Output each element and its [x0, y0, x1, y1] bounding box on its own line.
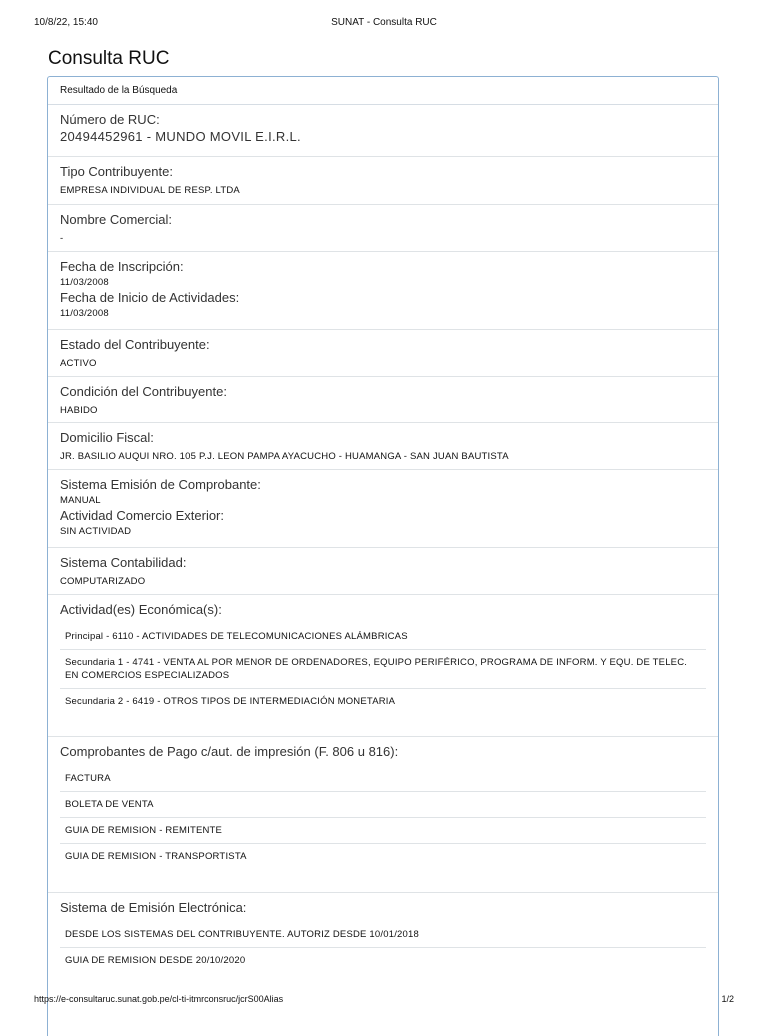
- list-item: Secundaria 2 - 6419 - OTROS TIPOS DE INTERMEDIACIÓN MONETARIA: [65, 696, 396, 707]
- comercio-value: SIN ACTIVIDAD: [60, 526, 132, 537]
- actividades-list: [60, 624, 706, 714]
- list-item: Secundaria 1 - 4741 - VENTA AL POR MENOR DE ORDENADORES, EQUIPO PERIFÉRICO, PROGRAMA DE INFORM. Y EQU. DE TELEC. EN COMERCIOS ESPECIALIZADOS: [60, 650, 706, 689]
- contabilidad-label: Sistema Contabilidad:: [60, 555, 187, 570]
- sistema-row: [48, 470, 718, 548]
- electronica-row: [48, 893, 718, 1003]
- nombre-label: Nombre Comercial:: [60, 212, 172, 227]
- print-title: SUNAT - Consulta RUC: [331, 17, 437, 28]
- inicio-value: 11/03/2008: [60, 308, 109, 319]
- list-item: DESDE LOS SISTEMAS DEL CONTRIBUYENTE. AUTORIZ DESDE 10/01/2018: [60, 922, 706, 948]
- ruc-label: Número de RUC:: [60, 112, 160, 127]
- inicio-label: Fecha de Inicio de Actividades:: [60, 290, 240, 305]
- estado-row: [48, 330, 718, 377]
- estado-value: ACTIVO: [60, 358, 97, 369]
- comprobantes-list: [60, 766, 706, 869]
- domicilio-row: [48, 423, 718, 470]
- list-item: BOLETA DE VENTA: [60, 792, 706, 818]
- comprobantes-row: [48, 737, 718, 893]
- list-item: GUIA DE REMISION - REMITENTE: [60, 818, 706, 844]
- electronica-label: Sistema de Emisión Electrónica:: [60, 900, 247, 915]
- tipo-value: EMPRESA INDIVIDUAL DE RESP. LTDA: [60, 185, 240, 196]
- list-item: Principal - 6110 - ACTIVIDADES DE TELECOMUNICACIONES ALÁMBRICAS: [60, 624, 706, 650]
- contabilidad-row: [48, 548, 718, 595]
- condicion-value: HABIDO: [60, 405, 98, 416]
- page-title: Consulta RUC: [48, 48, 170, 69]
- list-item: FACTURA: [60, 766, 706, 792]
- nombre-row: [48, 205, 718, 252]
- domicilio-value: JR. BASILIO AUQUI NRO. 105 P.J. LEON PAMPA AYACUCHO - HUAMANGA - SAN JUAN BAUTISTA: [60, 451, 509, 462]
- condicion-label: Condición del Contribuyente:: [60, 384, 227, 399]
- nombre-value: -: [60, 233, 64, 244]
- contabilidad-value: COMPUTARIZADO: [60, 576, 146, 587]
- electronica-list: [60, 922, 706, 973]
- ruc-row: [48, 105, 718, 157]
- ruc-value: 20494452961 - MUNDO MOVIL E.I.R.L.: [60, 129, 301, 144]
- print-datetime: 10/8/22, 15:40: [34, 17, 98, 28]
- estado-label: Estado del Contribuyente:: [60, 337, 210, 352]
- panel-heading: Resultado de la Búsqueda: [48, 77, 718, 105]
- print-url: https://e-consultaruc.sunat.gob.pe/cl-ti-itmrconsruc/jcrS00Alias: [34, 994, 284, 1004]
- domicilio-label: Domicilio Fiscal:: [60, 430, 154, 445]
- comprobantes-label: Comprobantes de Pago c/aut. de impresión (F. 806 u 816):: [60, 744, 399, 759]
- condicion-row: [48, 377, 718, 423]
- page-number: 1/2: [721, 994, 734, 1004]
- list-item: GUIA DE REMISION - TRANSPORTISTA: [65, 851, 247, 862]
- actividades-label: Actividad(es) Económica(s):: [60, 602, 222, 617]
- emision-value: MANUAL: [60, 495, 101, 506]
- results-panel: [47, 76, 719, 1036]
- emision-label: Sistema Emisión de Comprobante:: [60, 477, 261, 492]
- tipo-row: [48, 157, 718, 205]
- comercio-label: Actividad Comercio Exterior:: [60, 508, 224, 523]
- inscripcion-label: Fecha de Inscripción:: [60, 259, 184, 274]
- actividades-row: [48, 595, 718, 737]
- list-item: GUIA DE REMISION DESDE 20/10/2020: [65, 955, 246, 966]
- tipo-label: Tipo Contribuyente:: [60, 164, 173, 179]
- inscripcion-value: 11/03/2008: [60, 277, 109, 288]
- fechas-row: [48, 252, 718, 330]
